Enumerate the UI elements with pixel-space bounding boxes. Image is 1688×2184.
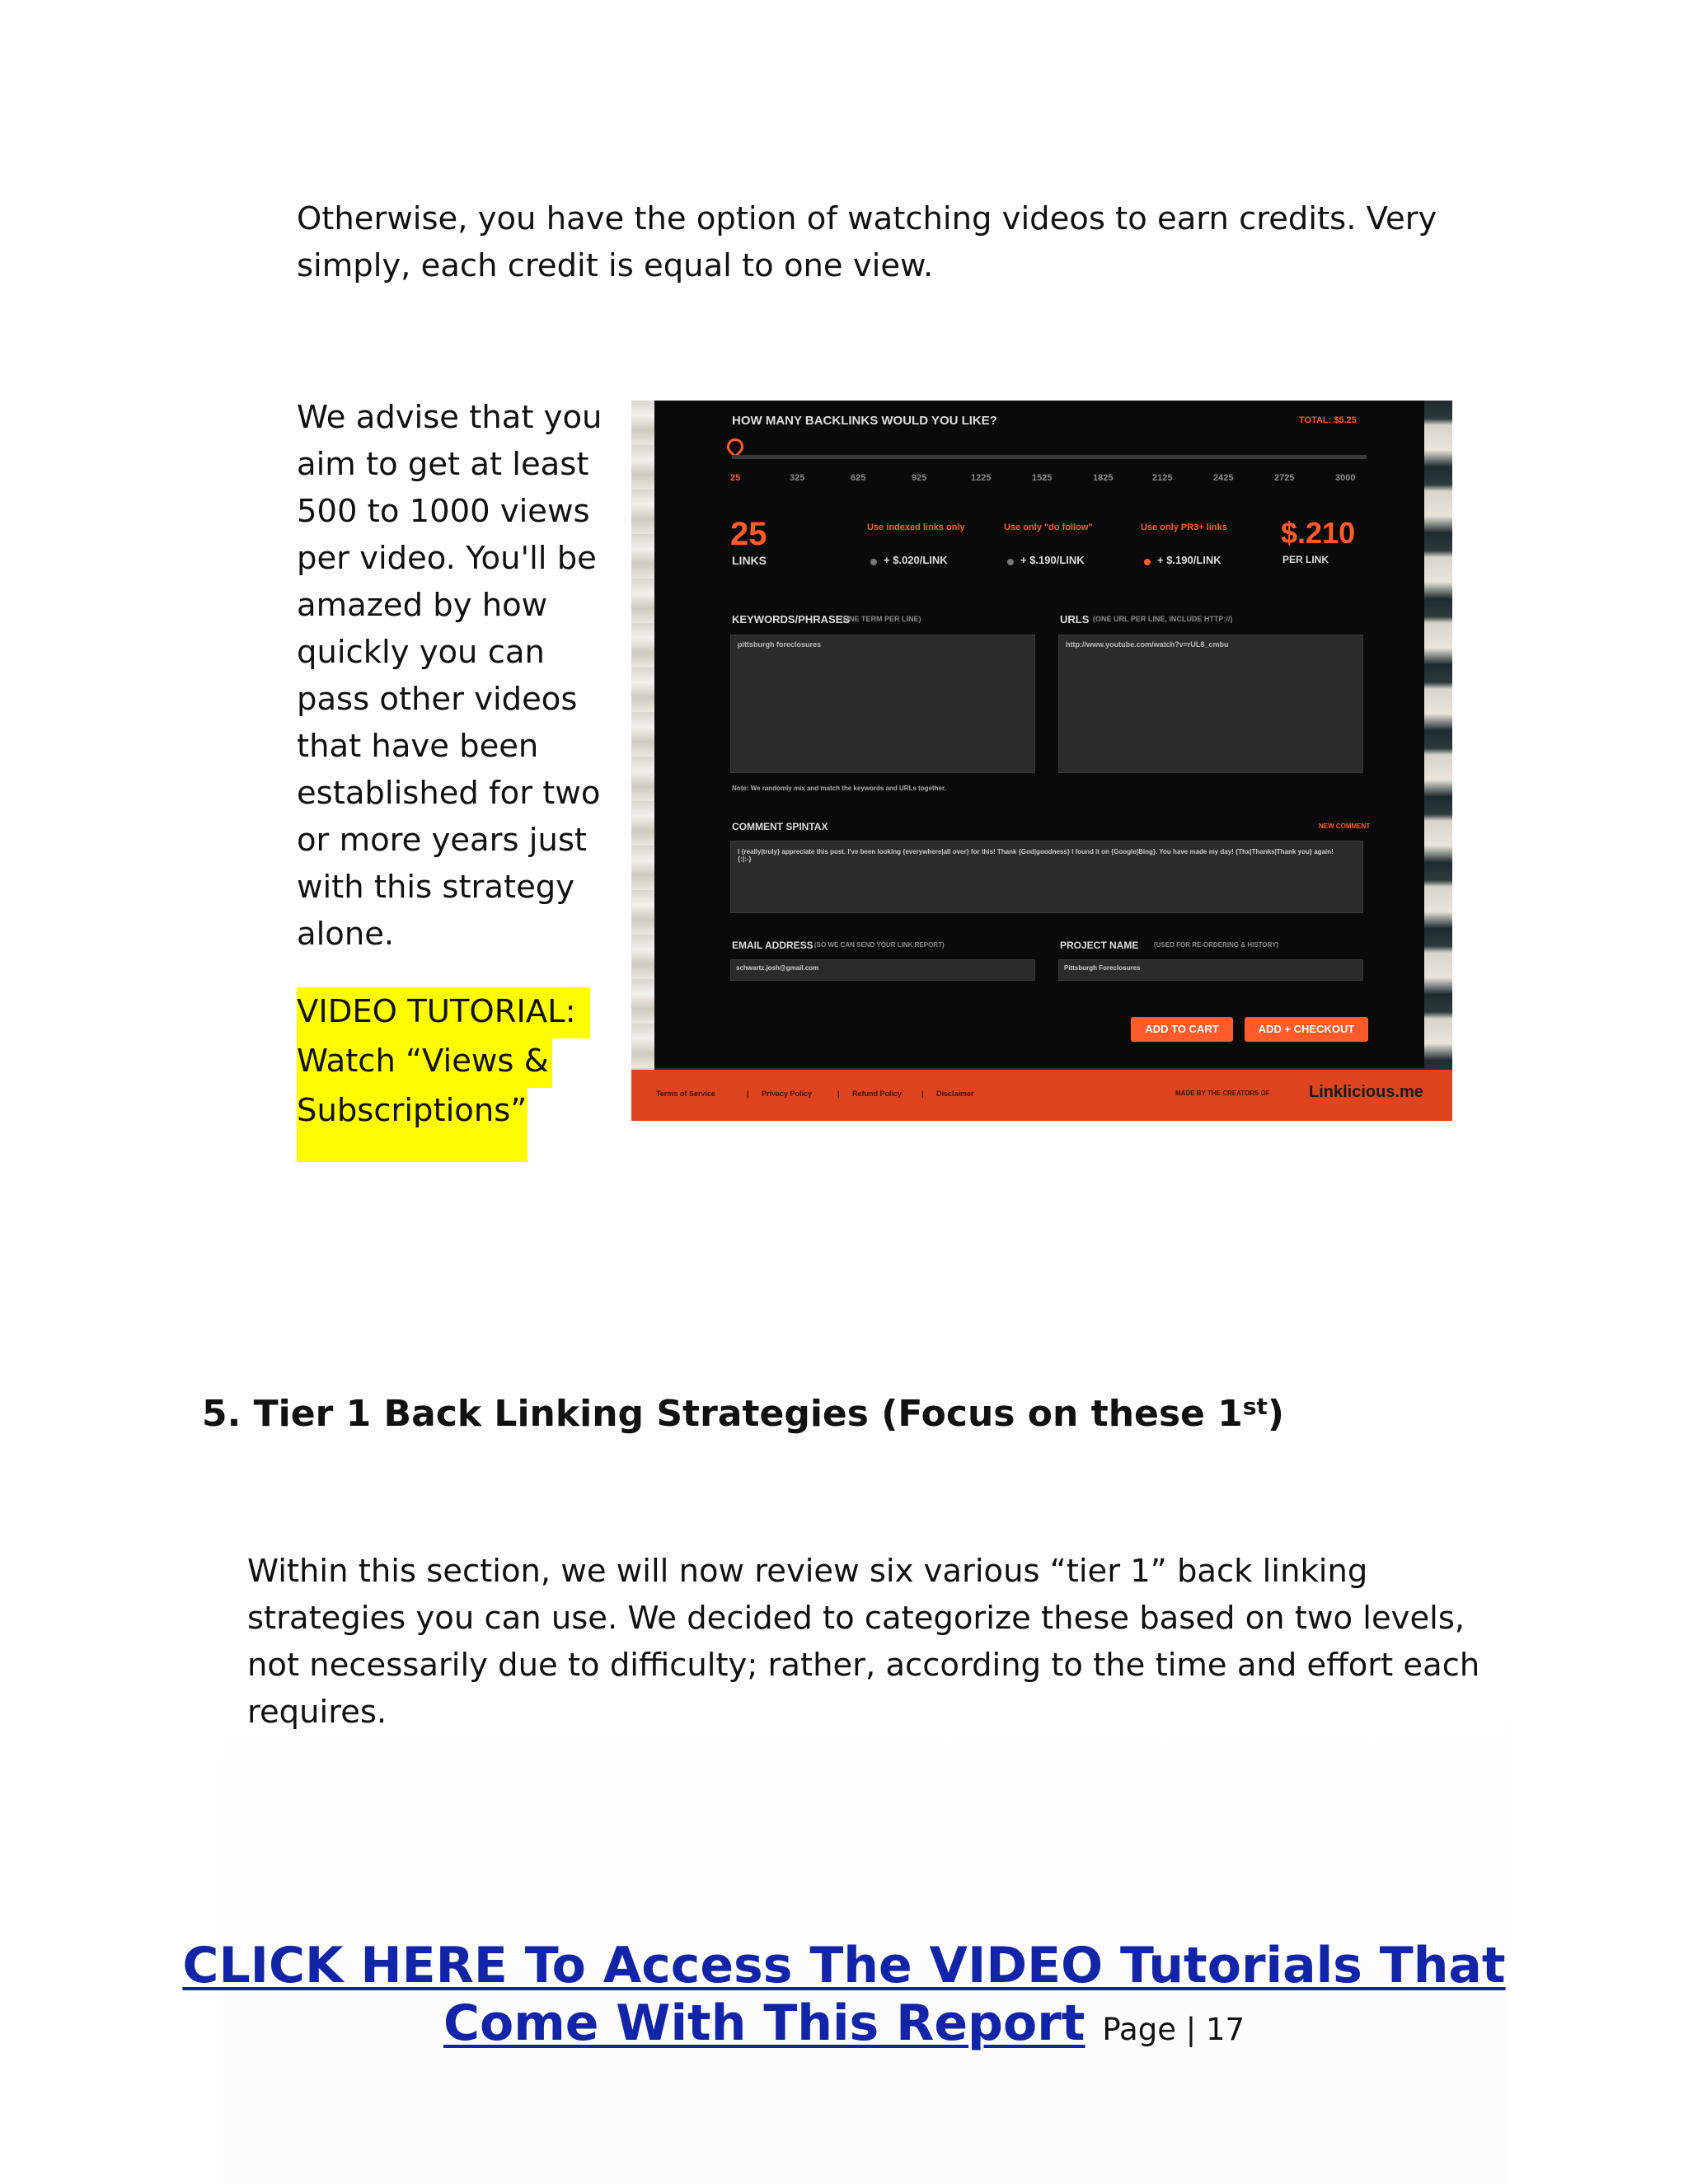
keywords-note: (ONE TERM PER LINE) [841,615,921,623]
price-unit: PER LINK [1282,554,1329,565]
footer-link[interactable]: Privacy Policy [762,1090,813,1098]
order-form-panel [654,401,1424,1068]
option-radio[interactable] [1007,559,1014,565]
video-tutorial-line-2[interactable]: Watch “Views & [297,1043,549,1080]
torn-paper-edge-left [631,401,654,1085]
footer-separator: | [921,1090,924,1098]
made-by-label: MADE BY THE CREATORS OF [1175,1090,1270,1097]
footer-separator: | [747,1090,749,1098]
links-unit: LINKS [732,554,767,567]
backlinks-question: HOW MANY BACKLINKS WOULD YOU LIKE? [732,414,997,428]
urls-label: URLS [1060,613,1090,626]
video-tutorials-cta [0,1937,1688,2059]
slider-tick: 3000 [1335,473,1356,483]
project-input[interactable] [1058,959,1363,981]
form-footer [631,1070,1452,1121]
project-value: Pittsburgh Foreclosures [1064,964,1141,972]
keywords-label: KEYWORDS/PHRASES [732,613,851,626]
section-heading-text: 5. Tier 1 Back Linking Strategies (Focus on these 1 [202,1393,1243,1435]
page-number: Page | 17 [1102,2012,1245,2047]
option-price: + $.190/LINK [1020,554,1085,566]
randomize-note: Note: We randomly mix and match the keywords and URLs together. [732,785,946,792]
slider-tick: 1225 [971,473,992,483]
project-note: (USED FOR RE-ORDERING & HISTORY) [1154,941,1279,949]
add-checkout-button[interactable]: ADD + CHECKOUT [1245,1017,1368,1042]
section-heading-close: ) [1267,1393,1285,1435]
option-label: Use only PR3+ links [1141,523,1227,532]
option-price: + $.020/LINK [884,554,948,566]
email-note: (SO WE CAN SEND YOUR LINK REPORT) [814,941,945,949]
option-radio[interactable] [870,559,877,565]
price-per-link: $.210 [1281,516,1356,550]
links-slider[interactable] [732,455,1367,459]
slider-tick: 25 [730,473,741,483]
email-input[interactable] [730,959,1035,981]
cta-link-line-2[interactable]: Come With This Report [443,1994,1085,2052]
slider-tick: 325 [790,473,805,483]
footer-link[interactable]: Terms of Service [656,1090,715,1098]
comment-value: I {really|truly} appreciate this post. I've been looking {everywhere|all over} for this! Thank {God|goodness} I found it on {Google|Bing}. You have made my day! {Thx|Thanks|Thank you} again! {:|:-} [738,848,1334,863]
keywords-textarea[interactable] [730,635,1035,773]
video-tutorial-line-3[interactable]: Subscriptions” [297,1092,528,1129]
video-tutorial-line-1[interactable]: VIDEO TUTORIAL: [297,993,576,1030]
urls-textarea[interactable] [1058,635,1363,773]
linklicious-logo: Linklicious.me [1309,1083,1423,1101]
footer-link[interactable]: Refund Policy [852,1090,903,1098]
links-count: 25 [730,516,767,552]
option-label: Use only "do follow" [1004,523,1093,532]
intro-paragraph: Otherwise, you have the option of watching videos to earn credits. Very simply, each credit is equal to one view. [297,200,1437,284]
add-to-cart-button[interactable]: ADD TO CART [1131,1017,1233,1042]
slider-tick: 1825 [1093,473,1114,483]
urls-note: (ONE URL PER LINE, INCLUDE HTTP://) [1093,615,1233,623]
advise-paragraph: We advise that you aim to get at least 500 to 1000 views per video. You'll be amazed by how quickly you can pass other videos that have been established for two or more years just with this strategy alone. [297,399,603,953]
video-tutorial-link[interactable] [297,987,576,1162]
option-price: + $.190/LINK [1157,554,1221,566]
section-heading-sup: st [1242,1393,1268,1420]
section-heading [202,1393,1284,1435]
comment-label: COMMENT SPINTAX [732,821,828,832]
cta-link-line-1[interactable]: CLICK HERE To Access The VIDEO Tutorials That [182,1937,1506,1994]
backlink-order-screenshot [631,401,1452,1121]
option-radio-selected[interactable] [1144,559,1151,565]
slider-tick: 2725 [1274,473,1295,483]
slider-tick: 2125 [1152,473,1173,483]
project-label: PROJECT NAME [1060,940,1139,951]
keywords-value: pittsburgh foreclosures [738,640,822,649]
slider-tick: 2425 [1213,473,1234,483]
email-value: schwartz.josh@gmail.com [736,964,819,972]
comment-textarea[interactable] [730,841,1363,913]
slider-tick: 625 [851,473,866,483]
email-label: EMAIL ADDRESS [732,940,814,951]
new-comment-button[interactable]: NEW COMMENT [1319,823,1371,830]
slider-tick: 925 [912,473,927,483]
within-paragraph: Within this section, we will now review six various “tier 1” back linking strategies you can use. We decided to categorize these based on two levels, not necessarily due to difficulty; rather, according to the time and effort each requires. [247,1553,1480,1731]
footer-link[interactable]: Disclaimer [936,1090,974,1098]
total-label: TOTAL: $5.25 [1299,415,1357,425]
slider-tick: 1525 [1032,473,1053,483]
torn-paper-edge-right [1424,401,1452,1085]
urls-value: http://www.youtube.com/watch?v=rUL8_cmbu [1066,640,1229,649]
option-label: Use indexed links only [867,523,965,532]
footer-separator: | [837,1090,840,1098]
